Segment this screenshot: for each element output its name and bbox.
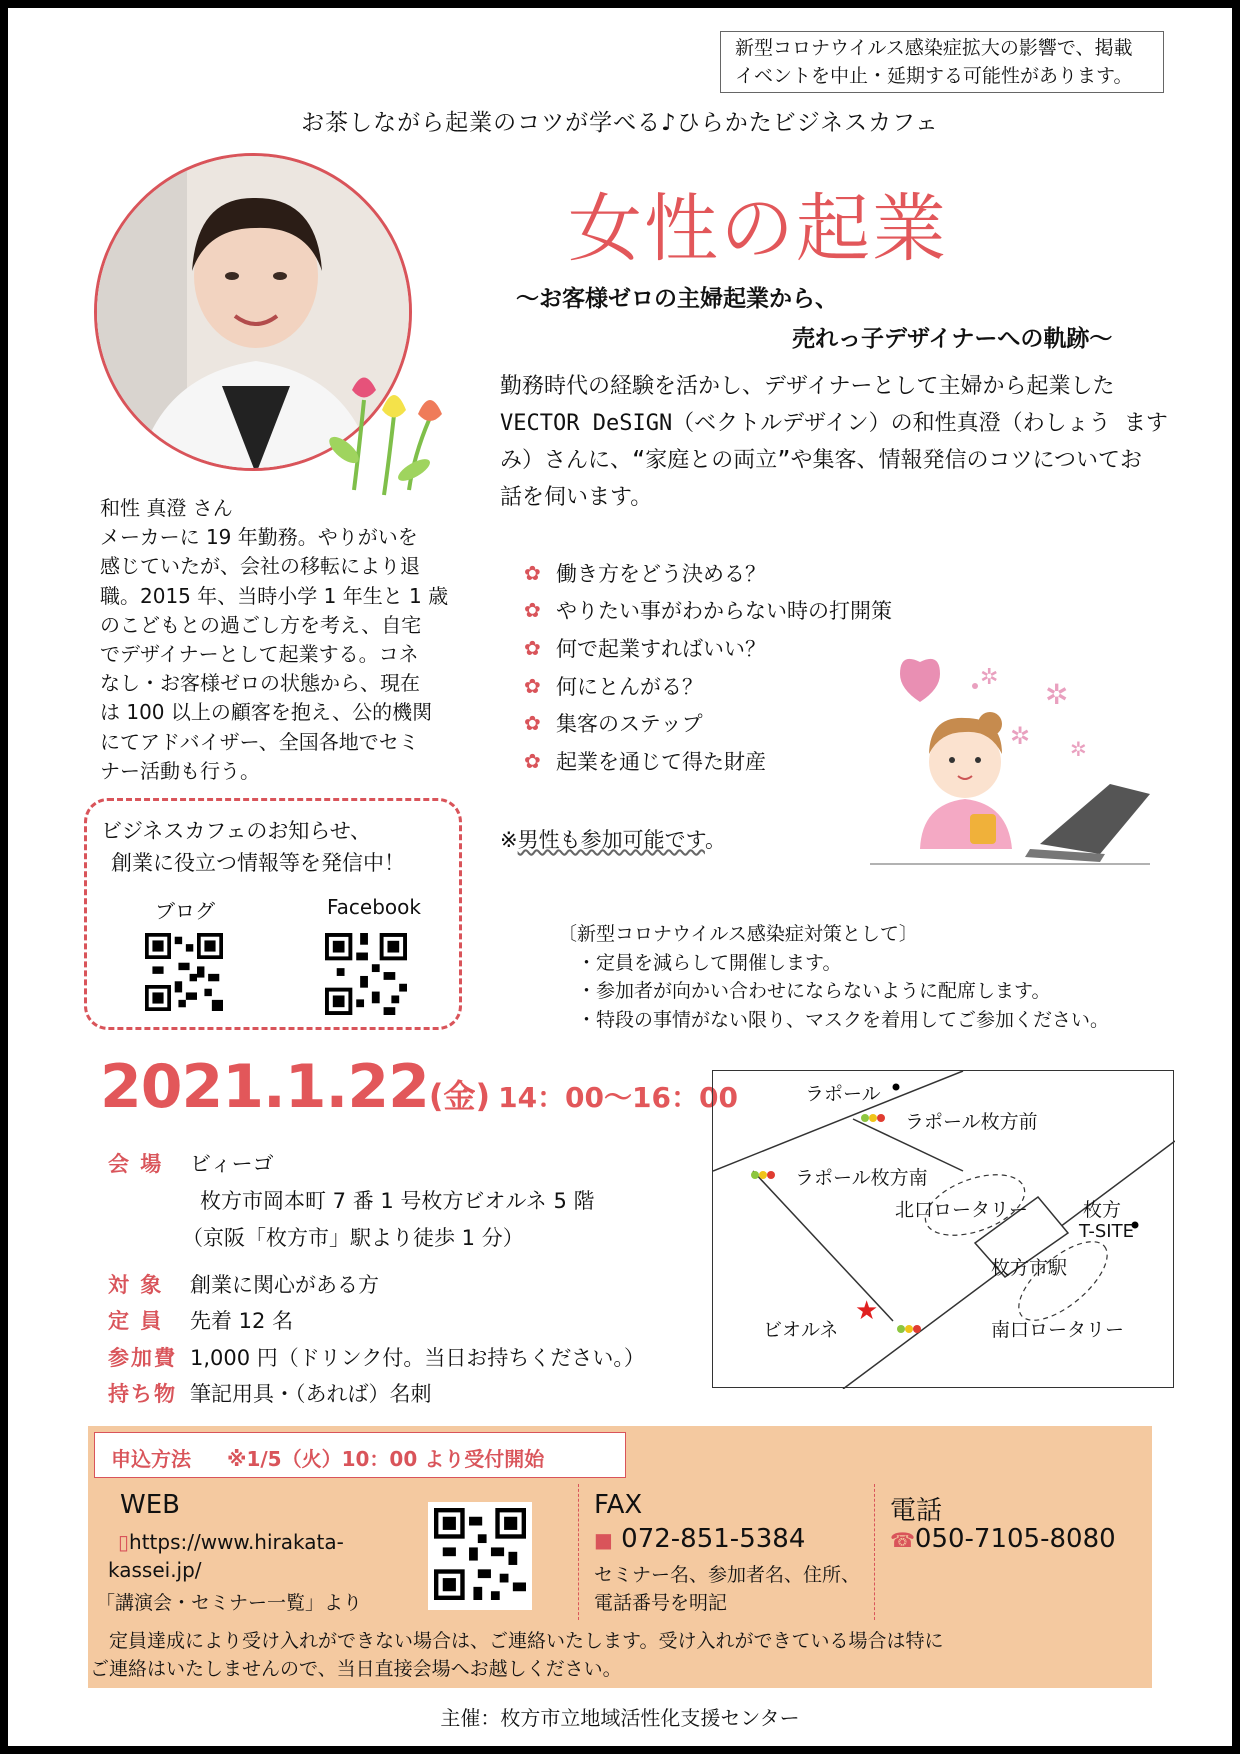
blog-qr-code-icon[interactable] (145, 933, 223, 1015)
web-qr-code-icon[interactable] (428, 1502, 532, 1610)
map-label-minamiguchi: 南口ロータリー (991, 1319, 1125, 1341)
divider (874, 1484, 875, 1620)
telephone-icon: ☎ (890, 1528, 915, 1552)
covid-line: 〔新型コロナウイルス感染症対策として〕 (558, 923, 918, 945)
event-time: 14：00～16：00 (498, 1081, 738, 1114)
svg-text:✲: ✲ (1070, 737, 1087, 761)
venue-address: 枚方市岡本町 7 番 1 号枚方ビオルネ 5 階 (200, 1189, 595, 1213)
facebook-label: Facebook (327, 895, 421, 919)
facebook-qr-code-icon[interactable] (325, 933, 407, 1019)
profile-line: なし・お客様ゼロの状態から、現在 (100, 671, 420, 696)
map-label-laport: ラポール (805, 1083, 881, 1105)
list-item: ✿ 働き方をどう決める？ (524, 560, 766, 586)
event-datetime (100, 1052, 738, 1122)
intro-line: VECTOR DeSIGN（ベクトルデザイン）の和性真澄（わしょう ます (500, 411, 1168, 436)
covid-line: ・参加者が向かい合わせにならないように配席します。 (558, 980, 1051, 1002)
event-title: 女性の起業 (568, 186, 948, 272)
flower-bullet-icon: ✿ (524, 560, 541, 585)
map-label-biorne: ビオルネ (763, 1319, 839, 1341)
profile-line: メーカーに 19 年勤務。やりがいを (100, 525, 418, 550)
event-intro (500, 368, 1180, 516)
map-label-hirakata: 枚方 (1083, 1199, 1122, 1221)
fax-label: FAX (594, 1490, 643, 1520)
flower-bullet-icon: ✿ (524, 673, 541, 698)
target-row: 対 象 創業に関心がある方 (108, 1273, 379, 1297)
sns-text-line-2: 創業に役立つ情報等を発信中！ (111, 851, 405, 875)
list-item: ✿ やりたい事がわからない時の打開策 (524, 598, 892, 624)
topic-list (524, 554, 892, 780)
tulip-flowers-icon (314, 360, 454, 500)
speaker-name: 和性 真澄 さん (100, 496, 233, 520)
svg-text:✲: ✲ (980, 665, 999, 690)
divider (578, 1484, 579, 1620)
venue-access: （京阪「枚方市」駅より徒歩 1 分） (182, 1226, 524, 1250)
bring-row: 持ち物 筆記用具・（あれば）名刺 (108, 1382, 432, 1406)
covid-line: ・特段の事情がない限り、マスクを着用してご参加ください。 (558, 1008, 1110, 1031)
profile-line: 感じていたが、会社の移転により退 (100, 554, 420, 579)
notice-line-1: 新型コロナウイルス感染症拡大の影響で、掲載 (735, 37, 1133, 59)
intro-line: 話を伺います。 (500, 485, 653, 510)
subtitle-line-2: 売れっ子デザイナーへの軌跡～ (792, 326, 1113, 352)
profile-line: は 100 以上の顧客を抱え、公的機関 (100, 700, 433, 725)
list-item: ✿ 何にとんがる？ (524, 673, 703, 699)
footer-note-2: ご連絡はいたしませんので、当日直接会場へお越しください。 (90, 1658, 622, 1680)
event-weekday: (金) (428, 1077, 491, 1115)
svg-text:✲: ✲ (1010, 722, 1031, 750)
covid-notice-box (720, 31, 1164, 93)
event-date: 2021.1.22 (100, 1052, 429, 1122)
profile-line: ナー活動も行う。 (100, 758, 260, 783)
sns-info-box (84, 798, 462, 1030)
organizer: 主催：枚方市立地域活性化支援センター (440, 1706, 800, 1730)
flower-bullet-icon: ✿ (524, 748, 541, 773)
tel-number: ☎050-7105-8080 (890, 1524, 1116, 1554)
application-section (88, 1426, 1152, 1688)
capacity-row: 定 員 先着 12 名 (108, 1309, 294, 1333)
woman-laptop-illustration (870, 644, 1150, 894)
venue-map (712, 1070, 1174, 1388)
svg-text:★: ★ (855, 1296, 879, 1326)
flower-bullet-icon: ✿ (524, 711, 541, 736)
map-label-laport-mae: ラポール枚方前 (905, 1111, 1038, 1133)
fax-icon: ■ (594, 1528, 613, 1552)
notice-line-2: イベントを中止・延期する可能性があります。 (735, 65, 1133, 87)
map-label-laport-minami: ラポール枚方南 (795, 1167, 928, 1189)
speaker-profile (100, 494, 460, 786)
footer-note-1: 定員達成により受け入れができない場合は、ご連絡いたします。受け入れができている場合は特に (90, 1630, 944, 1652)
profile-line: でデザイナーとして起業する。コネ (100, 642, 419, 667)
sns-text-line-1: ビジネスカフェのお知らせ、 (101, 819, 372, 843)
flyer-page (8, 8, 1232, 1746)
map-label-kitaguchi: 北口ロータリー (895, 1199, 1029, 1221)
list-item: ✿ 集客のステップ (524, 711, 703, 737)
subtitle-line-1: ～お客様ゼロの主婦起業から、 (516, 286, 838, 312)
list-item: ✿ 起業を通じて得た財産 (524, 748, 766, 774)
svg-text:✲: ✲ (1045, 678, 1069, 711)
fax-note-2: 電話番号を明記 (594, 1592, 728, 1614)
web-label: WEB (120, 1490, 180, 1520)
application-header: 申込方法 ※1/5（火）10：00 より受付開始 (94, 1432, 626, 1478)
event-tagline: お茶しながら起業のコツが学べる♪ひらかたビジネスカフェ (301, 110, 939, 136)
list-item: ✿ 何で起業すればいい？ (524, 635, 766, 661)
phone-web-icon: ▯ (118, 1530, 130, 1554)
map-label-station: 枚方市駅 (991, 1257, 1068, 1279)
web-url[interactable]: ▯https://www.hirakata- (118, 1530, 344, 1554)
blog-label: ブログ (155, 899, 215, 923)
covid-line: ・定員を減らして開催します。 (558, 951, 842, 974)
intro-line: 勤務時代の経験を活かし、デザイナーとして主婦から起業した (500, 374, 1115, 399)
flower-bullet-icon: ✿ (524, 598, 541, 623)
tel-label: 電話 (890, 1496, 943, 1526)
profile-line: 職。2015 年、当時小学 1 年生と 1 歳 (100, 583, 449, 608)
fax-note-1: セミナー名、参加者名、住所、 (594, 1564, 861, 1586)
covid-measures (558, 920, 1109, 1034)
profile-line: にてアドバイザー、全国各地でセミ (100, 729, 419, 754)
intro-line: み）さんに、“家庭との両立”や集客、情報発信のコツについてお (500, 448, 1143, 473)
flower-bullet-icon: ✿ (524, 635, 541, 660)
map-label-tsite: T-SITE (1079, 1221, 1134, 1242)
venue-row: 会 場 ビィーゴ (108, 1152, 274, 1176)
web-url-cont[interactable]: kassei.jp/ (108, 1558, 202, 1582)
fax-number: ■ 072-851-5384 (594, 1524, 806, 1554)
fee-row: 参加費 1,000 円（ドリンク付。当日お持ちください。） (108, 1346, 645, 1370)
profile-line: のこどもとの過ごし方を考え、自宅 (100, 612, 422, 637)
male-participants-note: ※男性も参加可能です。 (500, 828, 726, 852)
web-note: 「講演会・セミナー一覧」より (96, 1592, 363, 1614)
